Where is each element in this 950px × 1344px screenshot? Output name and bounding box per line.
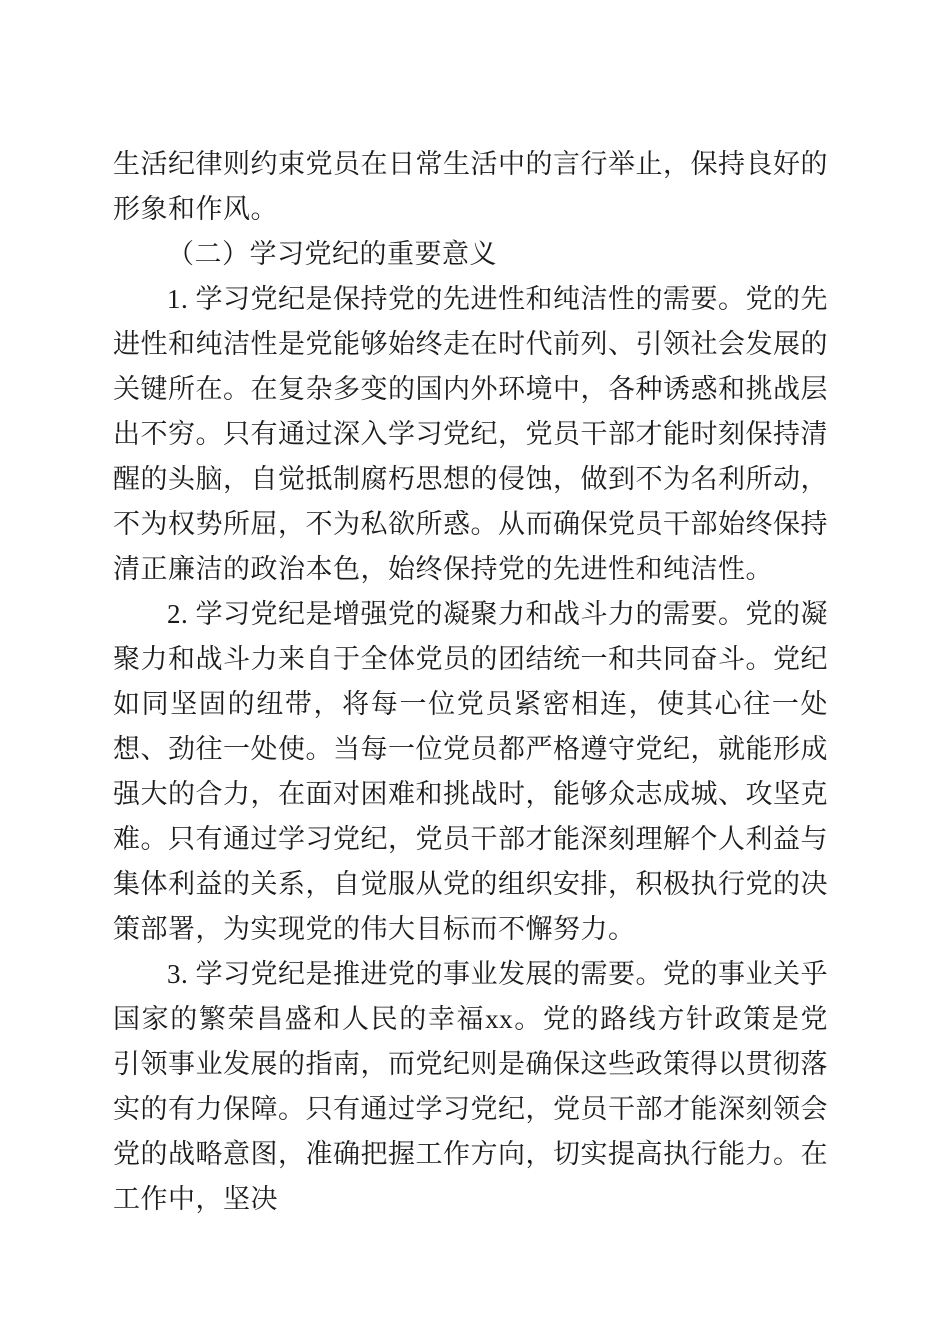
section-heading-importance-of-studying-party-discipline: （二）学习党纪的重要意义 bbox=[167, 239, 497, 269]
paragraph-point-1-advanced-nature-purity: 1. 学习党纪是保持党的先进性和纯洁性的需要。党的先进性和纯洁性是党能够始终走在时代前列、引领社会发展的关键所在。在复杂多变的国内外环境中，各种诱惑和挑战层出不穷。只有通过深入学习党纪，党员干部才能时刻保持清醒的头脑，自觉抵制腐朽思想的侵蚀，做到不为名利所动，不为权势所屈，不为私欲所惑。从而确保党员干部始终保持清正廉洁的政治本色，始终保持党的先进性和纯洁性。 bbox=[113, 284, 828, 584]
paragraph-point-3-advance-party-cause: 3. 学习党纪是推进党的事业发展的需要。党的事业关乎国家的繁荣昌盛和人民的幸福xx。党的路线方针政策是党引领事业发展的指南，而党纪则是确保这些政策得以贯彻落实的有力保障。只有通过学习党纪，党员干部才能深刻领会党的战略意图，准确把握工作方向，切实提高执行能力。在工作中，坚决 bbox=[113, 959, 828, 1214]
paragraph-life-discipline: 生活纪律则约束党员在日常生活中的言行举止，保持良好的形象和作风。 bbox=[113, 149, 828, 224]
document-page bbox=[113, 142, 828, 1222]
paragraph-point-2-cohesion-combat-strength: 2. 学习党纪是增强党的凝聚力和战斗力的需要。党的凝聚力和战斗力来自于全体党员的团结统一和共同奋斗。党纪如同坚固的纽带，将每一位党员紧密相连，使其心往一处想、劲往一处使。当每一位党员都严格遵守党纪，就能形成强大的合力，在面对困难和挑战时，能够众志成城、攻坚克难。只有通过学习党纪，党员干部才能深刻理解个人利益与集体利益的关系，自觉服从党的组织安排，积极执行党的决策部署，为实现党的伟大目标而不懈努力。 bbox=[113, 599, 828, 944]
